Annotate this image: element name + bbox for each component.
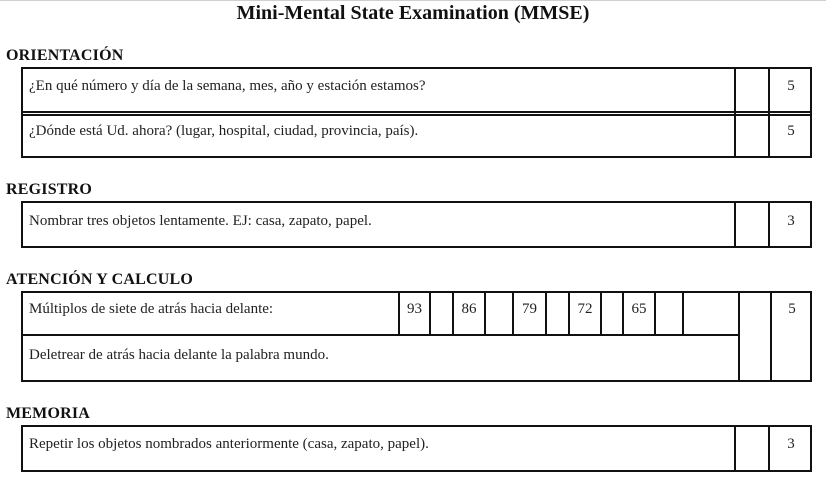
- sequence-number: 86: [461, 301, 477, 317]
- multiples-label: Múltiplos de siete de atrás hacia delante:: [29, 301, 274, 317]
- sequence-number: 65: [631, 301, 647, 317]
- max-score: 3: [787, 213, 795, 229]
- sequence-number: 93: [407, 301, 422, 317]
- answer-cell[interactable]: [736, 427, 768, 470]
- section-heading-atencion: ATENCIÓN Y CALCULO: [6, 271, 194, 288]
- question-text: Repetir los objetos nombrados anteriormente (casa, zapato, papel).: [29, 436, 429, 452]
- sequence-answer-cell[interactable]: [547, 293, 568, 334]
- max-score: 5: [787, 123, 795, 139]
- number-cell-divider: [682, 291, 684, 336]
- sequence-answer-cell[interactable]: [602, 293, 622, 334]
- row-divider: [21, 334, 740, 336]
- question-text: ¿En qué número y día de la semana, mes, año y estación estamos?: [29, 78, 426, 94]
- top-border: [0, 0, 826, 1]
- sequence-answer-cell[interactable]: [431, 293, 452, 334]
- sequence-number: 72: [577, 301, 593, 317]
- sequence-answer-cell[interactable]: [656, 293, 682, 334]
- max-score: 3: [787, 436, 795, 452]
- sequence-answer-cell[interactable]: [486, 293, 512, 334]
- section-heading-registro: REGISTRO: [6, 181, 93, 198]
- row-divider: [21, 111, 812, 113]
- sequence-number: 79: [522, 301, 537, 317]
- question-text: Nombrar tres objetos lentamente. EJ: casa, zapato, papel.: [29, 213, 372, 229]
- section-heading-memoria: MEMORIA: [6, 405, 91, 422]
- max-score: 5: [787, 78, 795, 94]
- answer-cell[interactable]: [736, 203, 768, 246]
- row-divider: [21, 114, 812, 116]
- spell-label: Deletrear de atrás hacia delante la palabra mundo.: [29, 347, 329, 363]
- page-title: Mini-Mental State Examination (MMSE): [236, 2, 590, 24]
- answer-cell[interactable]: [736, 69, 768, 111]
- question-text: ¿Dónde está Ud. ahora? (lugar, hospital, ciudad, provincia, país).: [29, 123, 419, 139]
- answer-cell[interactable]: [736, 116, 768, 156]
- max-score: 5: [788, 301, 796, 317]
- answer-cell[interactable]: [740, 293, 770, 380]
- section-heading-orientacion: ORIENTACIÓN: [6, 47, 124, 64]
